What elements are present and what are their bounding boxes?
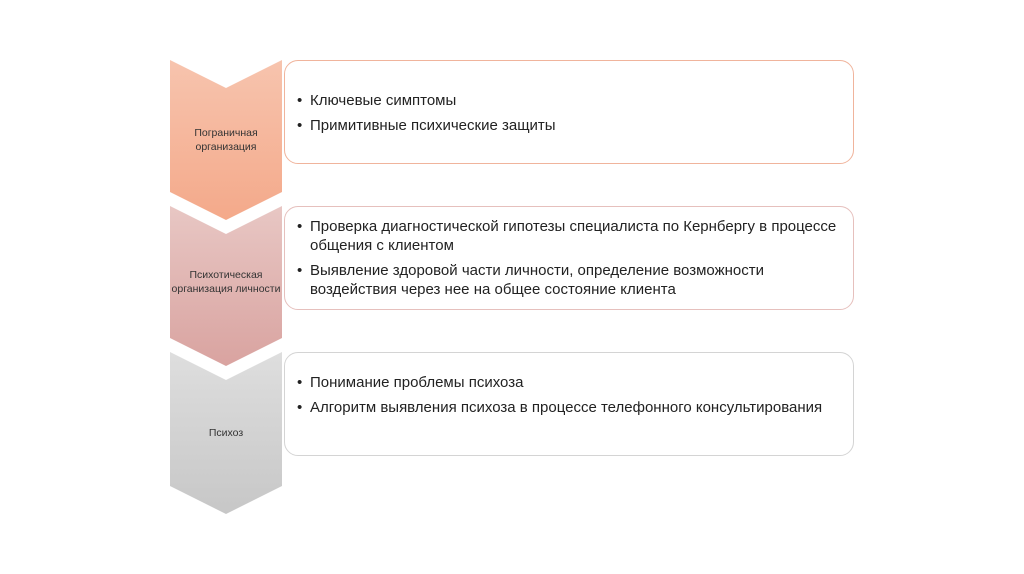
step-1-box <box>284 60 854 164</box>
step-3-bullet: • Понимание проблемы психоза <box>295 373 843 392</box>
step-1-label: Пограничная организация <box>194 127 258 153</box>
step-3-label: Психоз <box>208 427 244 439</box>
step-1-bullet: • Ключевые симптомы <box>295 91 843 110</box>
step-2-label: Психотическая организация личности <box>171 269 281 295</box>
step-2-bullet: • Проверка диагностической гипотезы специалиста по Кернбергу в процессе общения с клиентом <box>295 217 843 255</box>
step-2-bullet: • Выявление здоровой части личности, определение возможности воздействия через нее на общее состояние клиента <box>295 261 843 299</box>
step-3-box <box>284 352 854 456</box>
step-2-box <box>284 206 854 310</box>
step-3-bullet: • Алгоритм выявления психоза в процессе телефонного консультирования <box>295 398 843 417</box>
step-1-bullet: • Примитивные психические защиты <box>295 116 843 135</box>
